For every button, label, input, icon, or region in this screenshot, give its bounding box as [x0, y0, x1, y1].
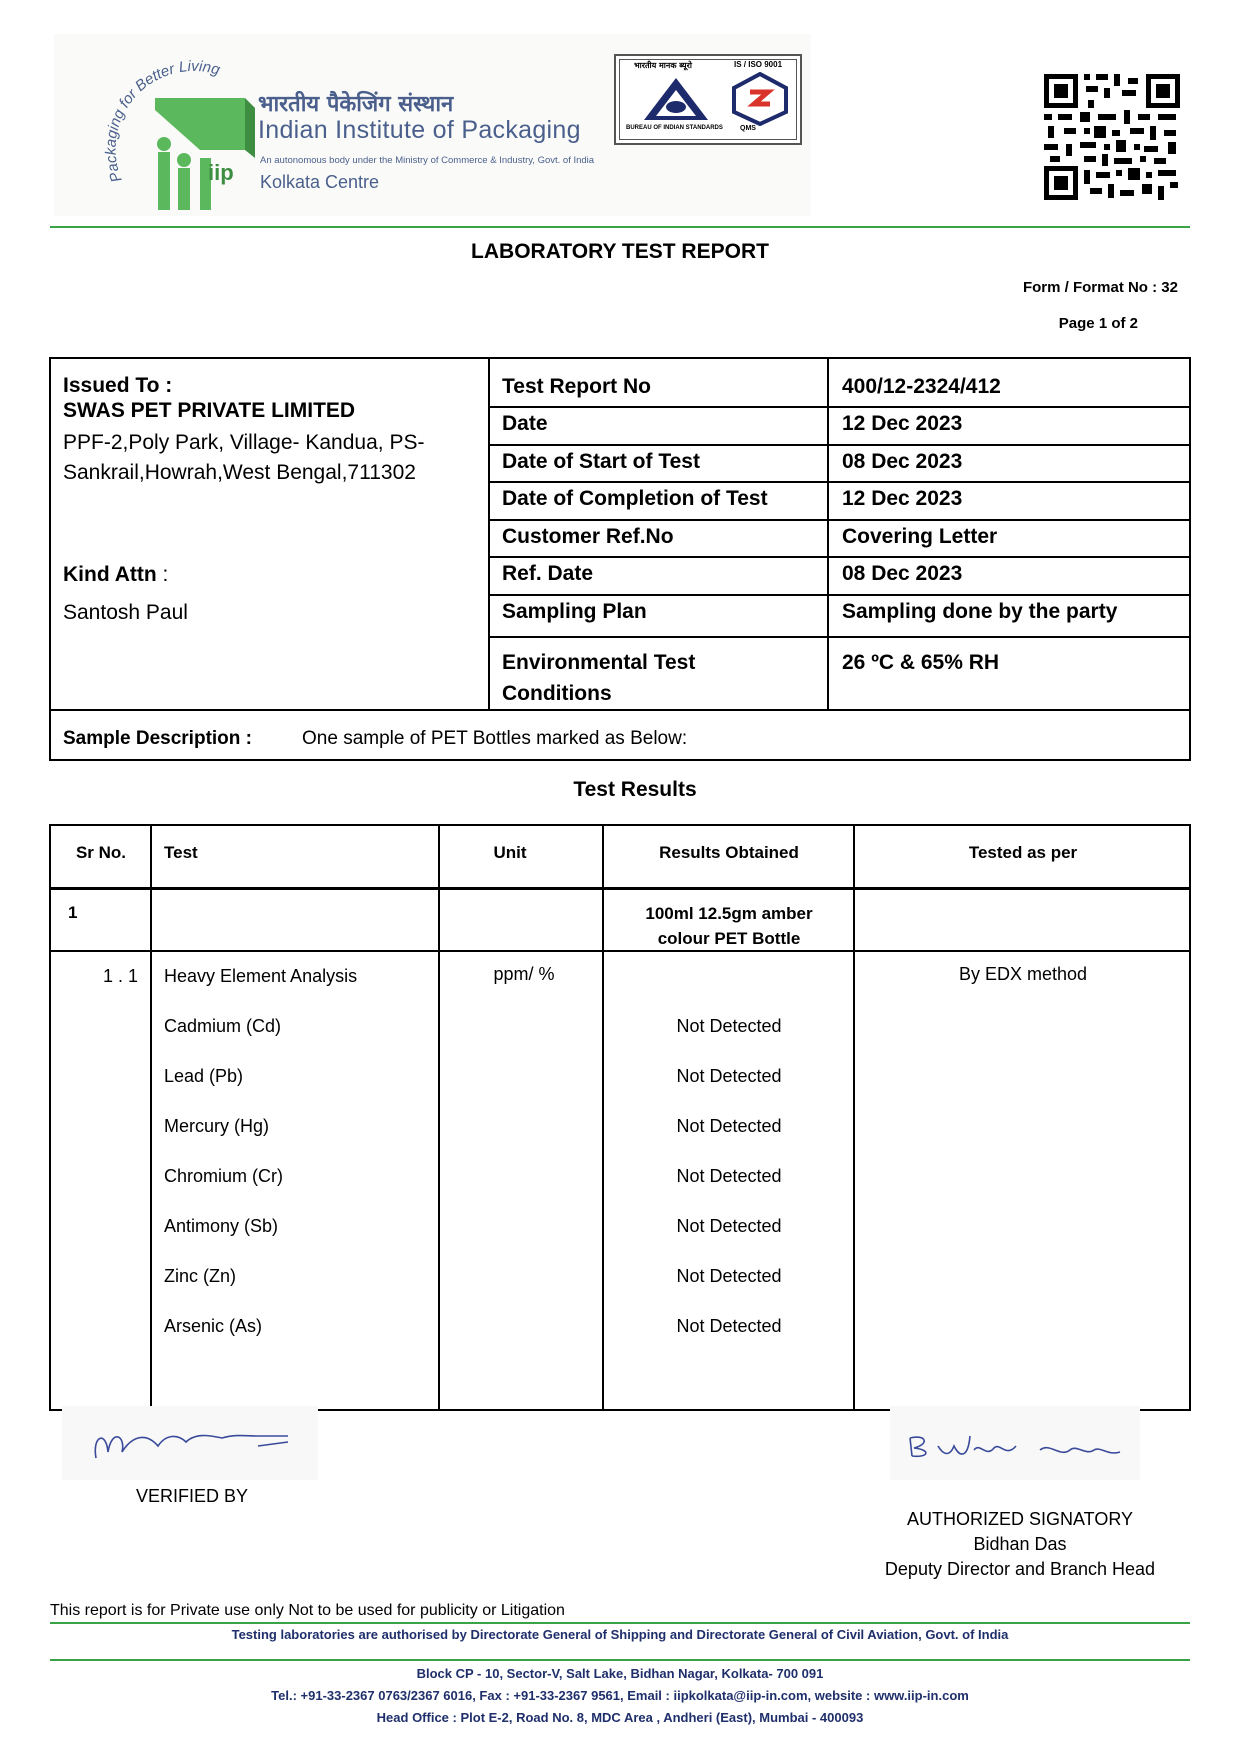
qms-caption: QMS — [740, 125, 756, 132]
bis-caption: BUREAU OF INDIAN STANDARDS — [626, 125, 723, 131]
signatory-name: Bidhan Das — [973, 1534, 1067, 1554]
qms-emblem-icon — [730, 72, 790, 126]
detail-value: 08 Dec 2023 — [842, 450, 963, 473]
authorisation-notice: Testing laboratories are authorised by Directorate General of Shipping and Directorate General of Civil Aviation, Govt. of India — [231, 1627, 1009, 1642]
element-name: Antimony (Sb) — [164, 1216, 279, 1236]
detail-label: Customer Ref.No — [502, 525, 674, 548]
signatory-designation: Deputy Director and Branch Head — [884, 1559, 1156, 1579]
detail-value: 12 Dec 2023 — [842, 412, 963, 435]
detail-value: 12 Dec 2023 — [842, 487, 963, 510]
kind-attn-label: Kind Attn — [63, 563, 157, 586]
element-name: Chromium (Cr) — [164, 1166, 283, 1186]
column-header-test: Test — [164, 843, 198, 862]
element-result: Not Detected — [676, 1016, 782, 1036]
iso-label: IS / ISO 9001 — [734, 60, 783, 69]
detail-label: Date of Start of Test — [502, 450, 700, 473]
sample-name-line2: colour PET Bottle — [657, 929, 801, 948]
kind-attn-colon: : — [162, 563, 169, 586]
detail-label: Sampling Plan — [502, 600, 647, 623]
signatory-signature — [890, 1406, 1140, 1480]
customer-address-line1: PPF-2,Poly Park, Village- Kandua, PS- — [63, 431, 425, 454]
institute-hindi-name: भारतीय पैकेजिंग संस्थान — [258, 92, 454, 117]
report-title: LABORATORY TEST REPORT — [471, 240, 769, 263]
centre-name: Kolkata Centre — [260, 172, 380, 192]
element-result: Not Detected — [676, 1316, 782, 1336]
sample-description-text: One sample of PET Bottles marked as Below: — [302, 728, 688, 749]
element-result: Not Detected — [676, 1066, 782, 1086]
test-results-heading: Test Results — [573, 778, 697, 801]
column-header-sr-no: Sr No. — [75, 843, 127, 862]
issued-to-label: Issued To : — [63, 374, 173, 397]
detail-value: 400/12-2324/412 — [842, 375, 1001, 398]
institute-tagline: An autonomous body under the Ministry of Commerce & Industry, Govt. of India — [260, 155, 595, 166]
form-number: Form / Format No : 32 — [1022, 279, 1178, 296]
element-result: Not Detected — [676, 1116, 782, 1136]
iip-logo — [60, 40, 260, 215]
item-sr-no: 1 . 1 — [102, 966, 138, 986]
element-name: Zinc (Zn) — [164, 1266, 236, 1286]
page-indicator: Page 1 of 2 — [1058, 315, 1138, 332]
kind-attn — [63, 563, 168, 587]
detail-label: Date — [502, 412, 548, 435]
logo-arc-text: Packaging for Better Living — [102, 57, 222, 185]
detail-value: Sampling done by the party — [842, 600, 1118, 623]
item-unit: ppm/ % — [493, 964, 555, 984]
footer-divider-top — [50, 1622, 1190, 1624]
element-name: Mercury (Hg) — [164, 1116, 270, 1136]
group-sr-no: 1 — [68, 903, 78, 922]
detail-value: 08 Dec 2023 — [842, 562, 963, 585]
element-result: Not Detected — [676, 1266, 782, 1286]
sample-description-label: Sample Description : — [63, 728, 252, 749]
element-result: Not Detected — [676, 1216, 782, 1236]
header-divider — [50, 226, 1190, 228]
verifier-signature — [62, 1406, 318, 1480]
detail-label: Environmental Test — [502, 651, 696, 674]
institute-english-name: Indian Institute of Packaging — [258, 116, 581, 144]
detail-label: Date of Completion of Test — [502, 487, 768, 510]
element-name: Cadmium (Cd) — [164, 1016, 282, 1036]
kind-attn-name: Santosh Paul — [63, 601, 188, 624]
bis-hindi-label: भारतीय मानक ब्यूरो — [634, 61, 692, 70]
element-result: Not Detected — [676, 1166, 782, 1186]
qr-code-icon — [1044, 74, 1180, 200]
column-header-unit: Unit — [493, 843, 527, 862]
customer-company: SWAS PET PRIVATE LIMITED — [63, 399, 356, 422]
element-name: Arsenic (As) — [164, 1316, 263, 1336]
item-method: By EDX method — [958, 964, 1088, 984]
verified-by-label: VERIFIED BY — [136, 1486, 249, 1506]
detail-value: 26 ºC & 65% RH — [842, 651, 1000, 674]
sample-name-line1: 100ml 12.5gm amber — [645, 904, 813, 923]
element-name: Lead (Pb) — [164, 1066, 244, 1086]
customer-address-line2: Sankrail,Howrah,West Bengal,711302 — [63, 461, 416, 484]
detail-value: Covering Letter — [842, 525, 998, 548]
signatory-signature-scribble — [890, 1406, 1140, 1480]
footer-contact: Tel.: +91-33-2367 0763/2367 6016, Fax : +91-33-2367 9561, Email : iipkolkata@iip-in.com, website : www.iip-in.com — [271, 1688, 969, 1703]
bis-emblem-icon — [636, 74, 716, 124]
column-header-results: Results Obtained — [659, 843, 799, 862]
verifier-signature-scribble — [62, 1406, 318, 1480]
detail-label: Ref. Date — [502, 562, 594, 585]
disclaimer: This report is for Private use only Not to be used for publicity or Litigation — [50, 1602, 565, 1619]
footer-address: Block CP - 10, Sector-V, Salt Lake, Bidhan Nagar, Kolkata- 700 091 — [416, 1666, 824, 1681]
item-test-name: Heavy Element Analysis — [164, 966, 358, 986]
logo-letters: iip — [208, 160, 234, 185]
authorized-signatory-label: AUTHORIZED SIGNATORY — [906, 1509, 1134, 1529]
footer-head-office: Head Office : Plot E-2, Road No. 8, MDC Area , Andheri (East), Mumbai - 400093 — [376, 1710, 864, 1725]
detail-label: Test Report No — [502, 375, 651, 398]
column-header-tested-as-per: Tested as per — [968, 843, 1078, 862]
detail-label: Conditions — [502, 682, 612, 705]
footer-divider-bottom — [50, 1659, 1190, 1661]
